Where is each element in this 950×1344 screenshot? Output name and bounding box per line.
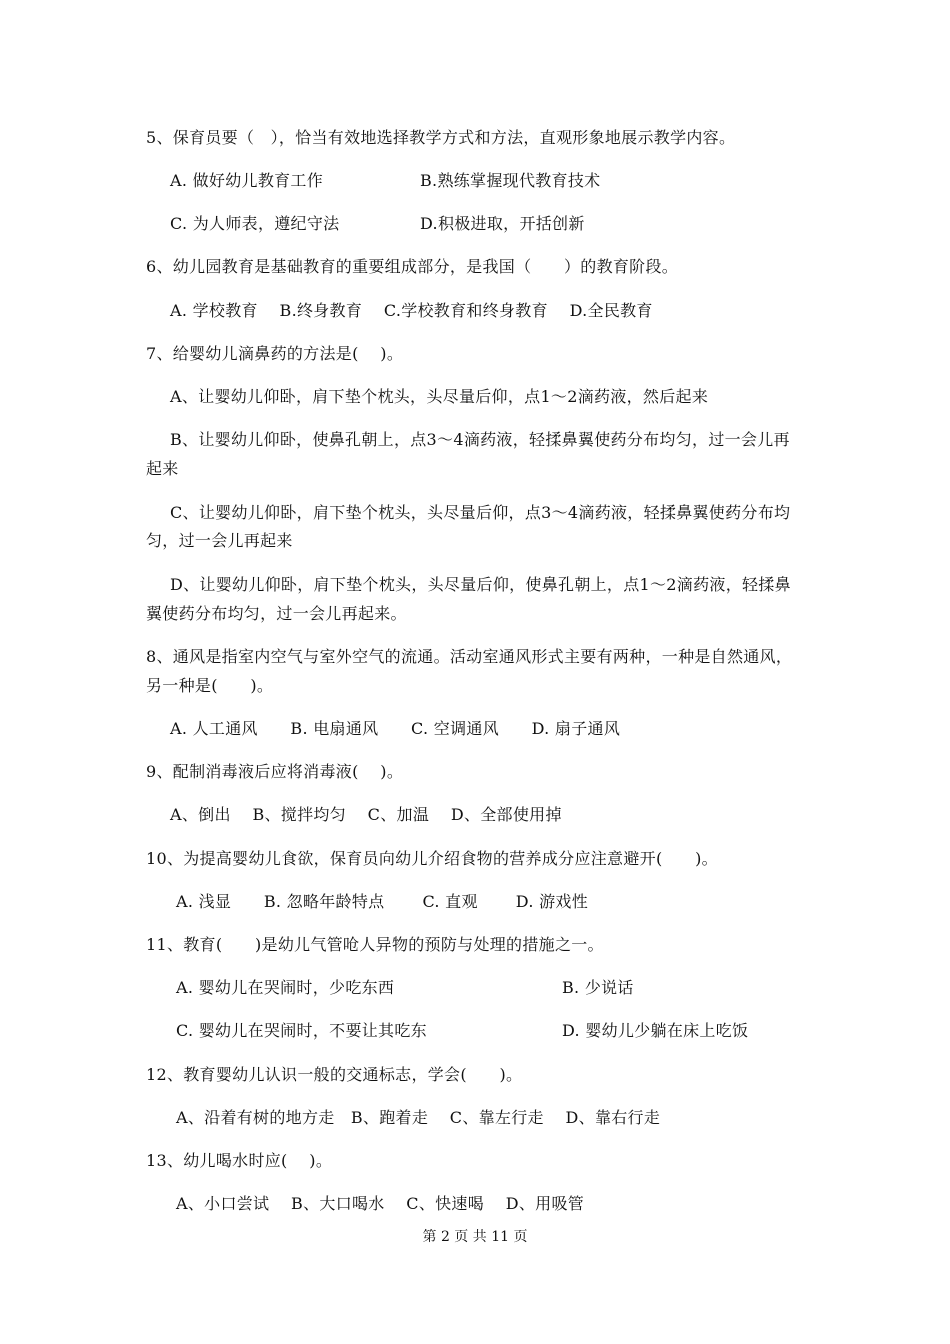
question-7-option-d-line1: D、让婴幼儿仰卧，肩下垫个枕头，头尽量后仰，使鼻孔朝上，点1～2滴药液，轻揉鼻 — [170, 575, 791, 594]
question-7-option-a: A、让婴幼儿仰卧，肩下垫个枕头，头尽量后仰，点1～2滴药液，然后起来 — [170, 387, 709, 406]
question-11-options-row1 — [176, 977, 634, 999]
question-9-stem: 9、配制消毒液后应将消毒液( )。 — [146, 762, 404, 781]
question-7-option-c-line2: 匀，过一会儿再起来 — [146, 531, 293, 550]
question-11-options-row2 — [176, 1020, 749, 1042]
question-5-stem: 5、保育员要（ ），恰当有效地选择教学方式和方法，直观形象地展示教学内容。 — [146, 128, 736, 147]
question-10-stem: 10、为提高婴幼儿食欲，保育员向幼儿介绍食物的营养成分应注意避开( )。 — [146, 849, 718, 868]
question-5-options-row1 — [170, 170, 601, 192]
question-9-options: A、倒出 B、搅拌均匀 C、加温 D、全部使用掉 — [170, 805, 562, 824]
question-12-stem: 12、教育婴幼儿认识一般的交通标志，学会( )。 — [146, 1065, 523, 1084]
question-7-option-b-line1: B、让婴幼儿仰卧，使鼻孔朝上，点3～4滴药液，轻揉鼻翼使药分布均匀，过一会儿再 — [170, 430, 790, 449]
question-7-option-c-line1: C、让婴幼儿仰卧，肩下垫个枕头，头尽量后仰，点3～4滴药液，轻揉鼻翼使药分布均 — [170, 503, 791, 522]
question-13-stem: 13、幼儿喝水时应( )。 — [146, 1151, 333, 1170]
question-11-option-a: A. 婴幼儿在哭闹时，少吃东西 — [176, 978, 395, 997]
question-11-stem: 11、教育( )是幼儿气管呛人异物的预防与处理的措施之一。 — [146, 935, 604, 954]
question-8-stem-line1: 8、通风是指室内空气与室外空气的流通。活动室通风形式主要有两种，一种是自然通风， — [146, 647, 793, 666]
question-11-option-c: C. 婴幼儿在哭闹时，不要让其吃东 — [176, 1021, 427, 1040]
question-8-options: A. 人工通风 B. 电扇通风 C. 空调通风 D. 扇子通风 — [170, 719, 621, 738]
question-5-option-b: B.熟练掌握现代教育技术 — [420, 171, 601, 190]
question-5-options-row2 — [170, 213, 585, 235]
question-7-option-b-line2: 起来 — [146, 459, 179, 478]
question-8-stem-line2: 另一种是( )。 — [146, 676, 274, 695]
question-6-stem: 6、幼儿园教育是基础教育的重要组成部分，是我国（ ）的教育阶段。 — [146, 257, 679, 276]
question-11-option-d: D. 婴幼儿少躺在床上吃饭 — [562, 1021, 749, 1040]
question-11-option-b: B. 少说话 — [562, 978, 634, 997]
question-7-option-d-line2: 翼使药分布均匀，过一会儿再起来。 — [146, 604, 407, 623]
question-5-option-d: D.积极进取，开括创新 — [420, 214, 585, 233]
question-6-options: A. 学校教育 B.终身教育 C.学校教育和终身教育 D.全民教育 — [170, 301, 653, 320]
question-5-option-c: C. 为人师表，遵纪守法 — [170, 214, 340, 233]
question-12-options: A、沿着有树的地方走 B、跑着走 C、靠左行走 D、靠右行走 — [176, 1108, 661, 1127]
question-10-options: A. 浅显 B. 忽略年龄特点 C. 直观 D. 游戏性 — [176, 892, 589, 911]
page-footer: 第 2 页 共 11 页 — [422, 1229, 528, 1245]
question-13-options: A、小口尝试 B、大口喝水 C、快速喝 D、用吸管 — [176, 1194, 585, 1213]
question-7-stem: 7、给婴幼儿滴鼻药的方法是( )。 — [146, 344, 404, 363]
question-5-option-a: A. 做好幼儿教育工作 — [170, 171, 324, 190]
